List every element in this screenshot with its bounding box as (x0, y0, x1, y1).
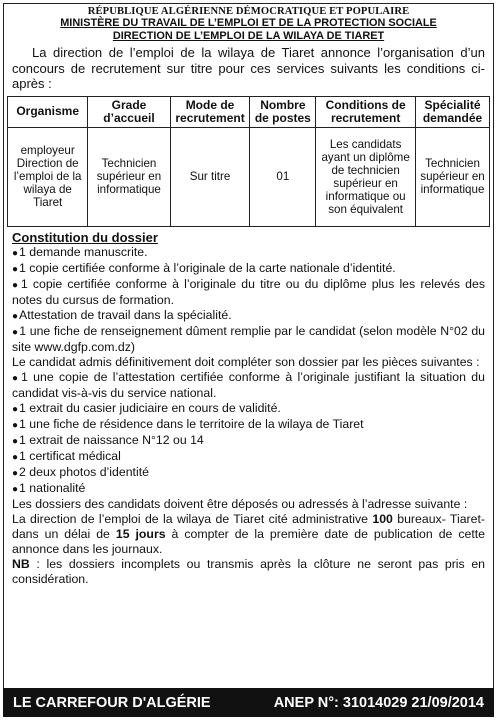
table-cell: Les candidats ayant un diplôme de technicien supérieur en informatique ou son équivalent (316, 127, 416, 226)
nb-label: NB (12, 556, 30, 571)
table-header: Conditions de recrutement (316, 96, 416, 127)
direction-title: DIRECTION DE L’EMPLOI DE LA WILAYA DE TIARET (112, 30, 385, 42)
nb-text: : les dossiers incomplets ou transmis après la clôture ne seront pas pris en considération. (12, 556, 485, 586)
table-cell: employeur Direction de l’emploi de la wilaya de Tiaret (8, 127, 88, 226)
republic-title: RÉPUBLIQUE ALGÉRIENNE DÉMOCRATIQUE ET POPULAIRE (87, 6, 410, 17)
intro-paragraph: La direction de l’emploi de la wilaya de Tiaret annonce l’organisation d’un concours de recrutement sur titre pour ces services suivants les conditions ci-après : (12, 45, 485, 91)
list-item: ● 1 copie certifiée conforme à l’originale de la carte nationale d’identité. (12, 261, 485, 277)
table-header: Organisme (8, 96, 88, 127)
list-item: ● 1 nationalité (12, 481, 485, 497)
newspaper-name: LE CARREFOUR D'ALGÉRIE (13, 694, 211, 711)
deposit-office-count: 100 (372, 511, 393, 526)
list-item: ● 1 certificat médical (12, 449, 485, 465)
list-item: ● 2 deux photos d’identité (12, 465, 485, 481)
table-header: Mode de recrutement (170, 96, 250, 127)
deposit-deadline: 15 jours (115, 526, 166, 541)
admitted-intro: Le candidat admis définitivement doit compléter son dossier par les pièces suivantes : (12, 354, 480, 369)
header (4, 6, 493, 43)
table-header: Grade d’accueil (88, 96, 170, 127)
anep-reference: ANEP N°: 31014029 21/09/2014 (273, 694, 484, 711)
ministry-title: MINISTÈRE DU TRAVAIL DE L’EMPLOI ET DE LA PROTECTION SOCIALE (60, 17, 437, 29)
dossier-title: Constitution du dossier (12, 229, 158, 245)
table-header: Spécialité demandée (416, 96, 490, 127)
list-item: ● 1 une fiche de résidence dans le territoire de la wilaya de Tiaret (12, 417, 485, 433)
list-item: ● 1 extrait de naissance N°12 ou 14 (12, 433, 485, 449)
table-cell: 01 (250, 127, 316, 226)
table-cell: Technicien supérieur en informatique (88, 127, 170, 226)
list-item: ● 1 une copie de l’attestation certifiée conforme à l’originale justifiant la situation du candidat vis-à-vis du service national. (12, 370, 485, 401)
deposit-intro: Les dossiers des candidats doivent être déposés ou adressés à l’adresse suivante : (12, 496, 468, 511)
list-item: ● 1 une fiche de renseignement dûment remplie par le candidat (selon modèle N°02 du site www.dgfp.com.dz) (12, 324, 485, 355)
nb-note (12, 557, 485, 587)
table-header-row (8, 96, 490, 127)
deposit-text-b: bureaux- Tiaret- dans un délai de (12, 511, 485, 541)
dossier-section (4, 227, 493, 587)
table-row (8, 127, 490, 226)
recruitment-table (7, 96, 490, 227)
list-item: ● 1 extrait du casier judiciaire en cours de validité. (12, 401, 485, 417)
table-cell: Technicien supérieur en informatique (416, 127, 490, 226)
footer-bar (3, 688, 494, 717)
table-header: Nombre de postes (250, 96, 316, 127)
deposit-text-c: à compter de la première date de publication de cette annonce dans les journaux. (12, 526, 485, 556)
deposit-address (12, 512, 485, 557)
deposit-text-a: La direction de l’emploi de la wilaya de Tiaret cité administrative (12, 511, 373, 526)
list-item: ● 1 copie certifiée conforme à l’originale du titre ou du diplôme plus les relevés des notes du cursus de formation. (12, 277, 485, 308)
list-item: ● 1 demande manuscrite. (12, 245, 485, 261)
list-item: ● Attestation de travail dans la spécialité. (12, 308, 485, 324)
table-cell: Sur titre (170, 127, 250, 226)
announcement-frame (3, 3, 494, 715)
